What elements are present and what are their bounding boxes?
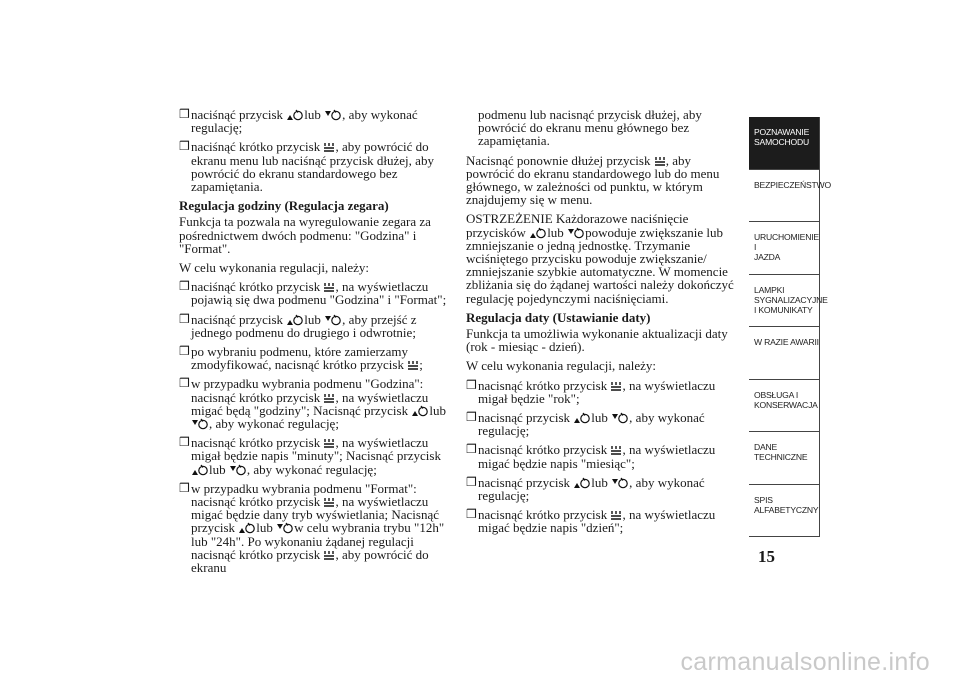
down-button-icon bbox=[325, 314, 341, 326]
section-heading: Regulacja godziny (Regulacja zegara) bbox=[179, 198, 389, 214]
checkbox-bullet-icon: ❒ bbox=[179, 139, 190, 154]
list-item: ❒ naciśnąć krótko przycisk , na wyświetlaczu pojawią się dwa podmenu "Godzina" i "Format"; bbox=[179, 279, 447, 308]
list-item: ❒ nacisnąć krótko przycisk , na wyświetlaczu migać będzie napis "dzień"; bbox=[466, 507, 716, 536]
menu-button-icon bbox=[324, 141, 334, 153]
tab-w-razie-awarii[interactable]: W RAZIE AWARII bbox=[749, 327, 819, 380]
menu-button-icon bbox=[611, 509, 621, 521]
checkbox-bullet-icon: ❒ bbox=[179, 344, 190, 359]
tab-uruchomienie-i-jazda[interactable]: URUCHOMIENIE I JAZDA bbox=[749, 222, 819, 275]
down-button-icon bbox=[612, 477, 628, 489]
menu-button-icon bbox=[611, 444, 621, 456]
watermark: carmanualsonline.info bbox=[680, 648, 930, 676]
menu-button-icon bbox=[611, 380, 621, 392]
checkbox-bullet-icon: ❒ bbox=[179, 107, 190, 121]
tab-bezpieczenstwo[interactable]: BEZPIECZEŃSTWO bbox=[749, 170, 819, 223]
down-button-icon bbox=[612, 412, 628, 424]
paragraph: Nacisnąć ponownie dłużej przycisk , aby powrócić do ekranu standardowego lub do menu głównego, w zależności od punktu, w którym znajdujemy się w menu. bbox=[466, 152, 720, 208]
menu-button-icon bbox=[324, 392, 334, 404]
paragraph: W celu wykonania regulacji, należy: bbox=[179, 260, 369, 276]
list-item: ❒ nacisnąć krótko przycisk , na wyświetlaczu migać będzie napis "miesiąc"; bbox=[466, 442, 716, 471]
list-item: ❒ naciśnąć krótko przycisk , aby powrócić do ekranu menu lub naciśnąć przycisk dłużej, aby powrócić do ekranu standardowego bez zapamiętania. bbox=[179, 139, 434, 195]
checkbox-bullet-icon: ❒ bbox=[466, 474, 477, 489]
checkbox-bullet-icon: ❒ bbox=[179, 279, 190, 294]
down-button-icon bbox=[277, 522, 293, 534]
up-button-icon bbox=[192, 464, 208, 476]
paragraph: Funkcja ta pozwala na wyregulowanie zegara za pośrednictwem dwóch podmenu: "Godzina" i "Format". bbox=[179, 214, 431, 256]
list-item: ❒ naciśnąć przycisk lub , aby przejść z jednego podmenu do drugiego i odwrotnie; bbox=[179, 311, 417, 340]
checkbox-bullet-icon: ❒ bbox=[179, 435, 190, 450]
paragraph: W celu wykonania regulacji, należy: bbox=[466, 358, 656, 374]
checkbox-bullet-icon: ❒ bbox=[179, 376, 190, 391]
menu-button-icon bbox=[324, 549, 334, 561]
up-button-icon bbox=[574, 477, 590, 489]
warning-note: OSTRZEŻENIE Każdorazowe naciśnięcie przycisków lub powoduje zwiększanie lub zmniejszanie o jedną jednostkę. Trzymanie wciśniętego przycisku powoduje zwiększanie/ zmniejszanie szybkie automatyczne. W momencie zbliżania się do żądanej wartości należy dokończyć regulację pojedynczymi naciśnięciami. bbox=[466, 211, 734, 306]
list-item: ❒ nacisnąć przycisk lub , aby wykonać regulację; bbox=[466, 474, 705, 504]
checkbox-bullet-icon: ❒ bbox=[179, 311, 190, 326]
checkbox-bullet-icon: ❒ bbox=[466, 507, 477, 522]
list-item: ❒ nacisnąć przycisk lub , aby wykonać regulację; bbox=[466, 410, 705, 439]
paragraph: Funkcja ta umożliwia wykonanie aktualizacji daty (rok - miesiąc - dzień). bbox=[466, 326, 728, 355]
menu-button-icon bbox=[324, 437, 334, 449]
menu-button-icon bbox=[655, 155, 665, 167]
page-number: 15 bbox=[758, 547, 775, 566]
checkbox-bullet-icon: ❒ bbox=[466, 377, 477, 392]
right-column bbox=[466, 108, 738, 541]
up-button-icon bbox=[574, 412, 590, 424]
down-button-icon bbox=[192, 418, 208, 430]
menu-button-icon bbox=[408, 359, 418, 371]
up-button-icon bbox=[412, 405, 428, 417]
list-item: ❒ nacisnąć krótko przycisk , na wyświetlaczu migał będzie napis "minuty"; Nacisnąć przycisk lub , aby wykonać regulację; bbox=[179, 435, 441, 477]
menu-button-icon bbox=[324, 496, 334, 508]
tab-obsluga-i-konserwacja[interactable]: OBSŁUGA I KONSERWACJA bbox=[749, 380, 819, 433]
section-heading: Regulacja daty (Ustawianie daty) bbox=[466, 309, 651, 325]
tab-lampki-sygnalizacyjne[interactable]: LAMPKI SYGNALIZACYJNE I KOMUNIKATY bbox=[749, 275, 819, 328]
paragraph: podmenu lub nacisnąć przycisk dłużej, aby powrócić do ekranu menu głównego bez zapamiętania. bbox=[478, 107, 702, 149]
tab-poznawanie-samochodu[interactable]: POZNAWANIE SAMOCHODU bbox=[749, 117, 819, 170]
up-button-icon bbox=[287, 109, 303, 121]
down-button-icon bbox=[568, 227, 584, 239]
tab-dane-techniczne[interactable]: DANE TECHNICZNE bbox=[749, 432, 819, 485]
up-button-icon bbox=[287, 314, 303, 326]
list-item: ❒ w przypadku wybrania podmenu "Godzina": nacisnąć krótko przycisk , na wyświetlaczu migać będą "godziny"; Nacisnąć przycisk lub , aby wykonać regulację; bbox=[179, 376, 446, 432]
menu-button-icon bbox=[324, 281, 334, 293]
tab-spis-alfabetyczny[interactable]: SPIS ALFABETYCZNY bbox=[749, 485, 819, 538]
list-item: ❒ w przypadku wybrania podmenu "Format": nacisnąć krótko przycisk , na wyświetlaczu migać będzie dany tryb wyświetlania; Nacisnąć przycisk lub w celu wybrania trybu "12h" lub "24h". Po wykonaniu żądanej regulacji nacisnąć krótko przycisk , aby powrócić do ekranu bbox=[179, 480, 445, 576]
down-button-icon bbox=[230, 464, 246, 476]
list-item: ❒ po wybraniu podmenu, które zamierzamy zmodyfikować, nacisnąć krótko przycisk ; bbox=[179, 344, 423, 373]
left-column bbox=[179, 108, 447, 580]
list-item: ❒ naciśnąć przycisk lub , aby wykonać regulację; bbox=[179, 107, 418, 136]
up-button-icon bbox=[239, 522, 255, 534]
list-item: ❒ nacisnąć krótko przycisk , na wyświetlaczu migał będzie "rok"; bbox=[466, 377, 716, 406]
checkbox-bullet-icon: ❒ bbox=[466, 410, 477, 425]
chapter-tabs bbox=[749, 117, 831, 537]
checkbox-bullet-icon: ❒ bbox=[179, 480, 190, 495]
up-button-icon bbox=[530, 227, 546, 239]
checkbox-bullet-icon: ❒ bbox=[466, 442, 477, 457]
down-button-icon bbox=[325, 109, 341, 121]
